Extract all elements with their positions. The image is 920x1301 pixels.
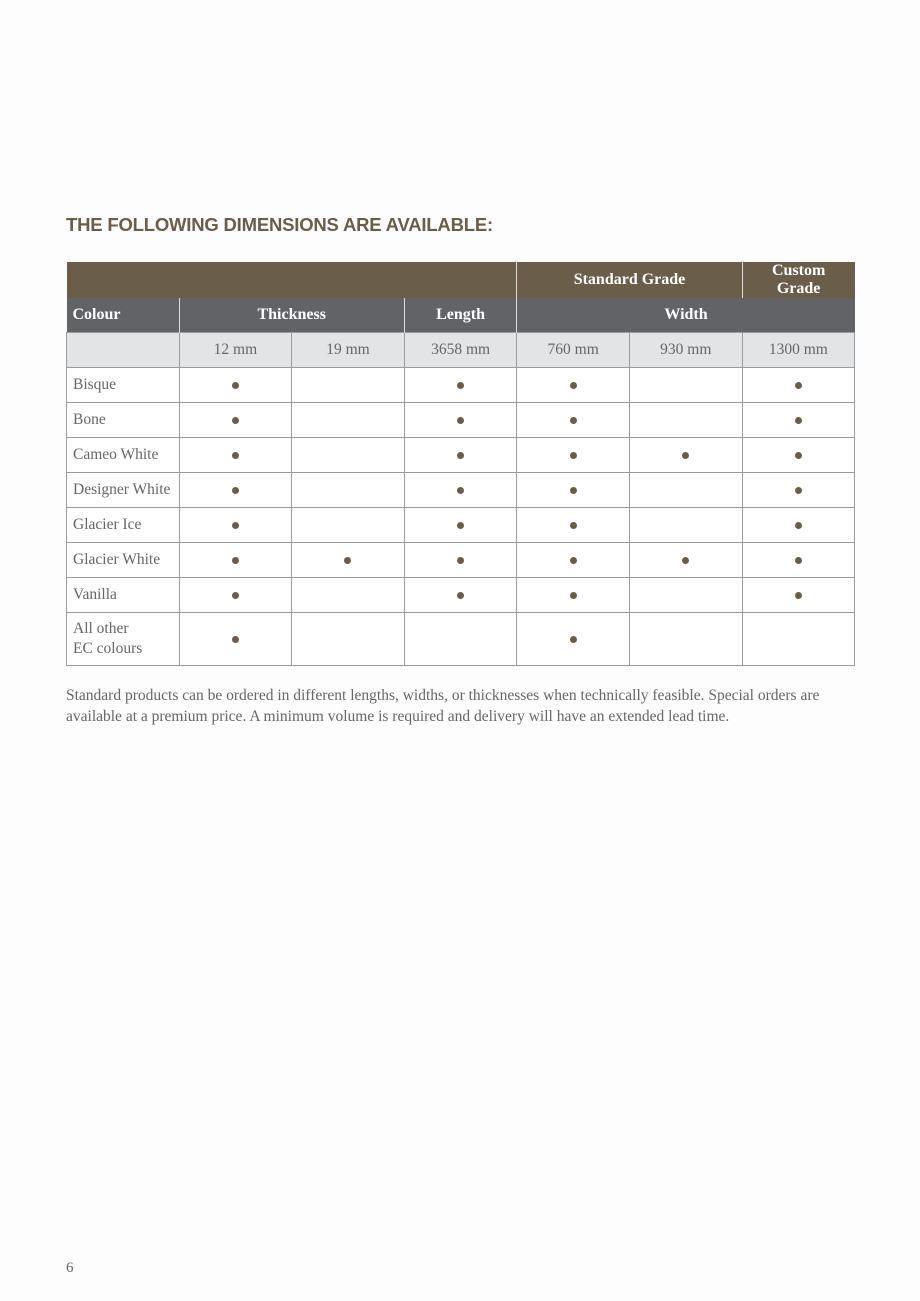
availability-cell	[179, 403, 292, 438]
table-row	[67, 508, 855, 543]
size-header: 3658 mm	[404, 333, 517, 368]
availability-cell	[404, 438, 517, 473]
available-dot-icon	[232, 557, 239, 564]
available-dot-icon	[457, 557, 464, 564]
availability-cell	[404, 368, 517, 403]
availability-cell	[517, 438, 630, 473]
availability-cell	[517, 613, 630, 666]
table-row	[67, 613, 855, 666]
availability-cell	[517, 368, 630, 403]
available-dot-icon	[457, 487, 464, 494]
available-dot-icon	[682, 452, 689, 459]
size-header: 760 mm	[517, 333, 630, 368]
size-header-row	[67, 333, 855, 368]
colour-name: Designer White	[67, 473, 180, 508]
availability-cell	[179, 438, 292, 473]
custom-grade-header: Custom Grade	[742, 262, 855, 298]
availability-cell	[404, 578, 517, 613]
available-dot-icon	[232, 417, 239, 424]
availability-cell	[742, 578, 855, 613]
available-dot-icon	[795, 452, 802, 459]
availability-cell	[742, 543, 855, 578]
available-dot-icon	[570, 522, 577, 529]
availability-cell	[629, 368, 742, 403]
availability-cell	[742, 403, 855, 438]
available-dot-icon	[795, 522, 802, 529]
availability-cell	[517, 403, 630, 438]
available-dot-icon	[795, 487, 802, 494]
colour-name: Bisque	[67, 368, 180, 403]
availability-cell	[404, 473, 517, 508]
available-dot-icon	[795, 592, 802, 599]
availability-cell	[179, 473, 292, 508]
availability-cell	[517, 473, 630, 508]
size-header: 1300 mm	[742, 333, 855, 368]
table-row	[67, 578, 855, 613]
availability-cell	[404, 613, 517, 666]
thickness-header: Thickness	[179, 298, 404, 333]
size-header: 19 mm	[292, 333, 405, 368]
standard-grade-header: Standard Grade	[517, 262, 742, 298]
availability-cell	[404, 508, 517, 543]
size-header: 12 mm	[179, 333, 292, 368]
availability-cell	[179, 578, 292, 613]
availability-cell	[629, 403, 742, 438]
available-dot-icon	[232, 487, 239, 494]
page-number: 6	[66, 1260, 74, 1276]
availability-cell	[517, 508, 630, 543]
availability-cell	[742, 368, 855, 403]
available-dot-icon	[570, 557, 577, 564]
availability-cell	[179, 508, 292, 543]
width-header: Width	[517, 298, 855, 333]
availability-cell	[629, 438, 742, 473]
availability-cell	[742, 508, 855, 543]
availability-cell	[629, 473, 742, 508]
available-dot-icon	[457, 592, 464, 599]
available-dot-icon	[570, 487, 577, 494]
available-dot-icon	[570, 382, 577, 389]
table-row	[67, 543, 855, 578]
available-dot-icon	[232, 592, 239, 599]
colour-name: All other EC colours	[67, 613, 180, 666]
availability-cell	[517, 543, 630, 578]
availability-cell	[629, 543, 742, 578]
available-dot-icon	[232, 636, 239, 643]
availability-cell	[742, 473, 855, 508]
footnote: Standard products can be ordered in different lengths, widths, or thicknesses when technically feasible. Special orders are available at a premium price. A minimum volume is required and delivery will have an extended lead time.	[66, 687, 820, 725]
available-dot-icon	[570, 636, 577, 643]
availability-cell	[742, 613, 855, 666]
section-heading: THE FOLLOWING DIMENSIONS ARE AVAILABLE:	[66, 214, 493, 235]
length-header: Length	[404, 298, 517, 333]
available-dot-icon	[795, 557, 802, 564]
blank-header	[67, 262, 517, 298]
availability-cell	[292, 613, 405, 666]
colour-name: Glacier Ice	[67, 508, 180, 543]
available-dot-icon	[232, 382, 239, 389]
availability-cell	[629, 613, 742, 666]
table-row	[67, 368, 855, 403]
colour-name: Glacier White	[67, 543, 180, 578]
availability-cell	[179, 368, 292, 403]
availability-cell	[629, 508, 742, 543]
availability-cell	[517, 578, 630, 613]
available-dot-icon	[344, 557, 351, 564]
available-dot-icon	[570, 452, 577, 459]
available-dot-icon	[232, 452, 239, 459]
availability-cell	[629, 578, 742, 613]
colour-name: Vanilla	[67, 578, 180, 613]
availability-cell	[404, 543, 517, 578]
colour-name: Cameo White	[67, 438, 180, 473]
table-row	[67, 438, 855, 473]
availability-cell	[292, 403, 405, 438]
available-dot-icon	[457, 452, 464, 459]
colour-header: Colour	[67, 298, 180, 333]
grade-header-row	[67, 262, 855, 298]
available-dot-icon	[795, 417, 802, 424]
availability-cell	[292, 473, 405, 508]
colour-name: Bone	[67, 403, 180, 438]
availability-cell	[742, 438, 855, 473]
availability-cell	[292, 438, 405, 473]
availability-cell	[179, 543, 292, 578]
available-dot-icon	[457, 522, 464, 529]
availability-cell	[292, 508, 405, 543]
dimensions-table	[66, 262, 855, 666]
available-dot-icon	[570, 592, 577, 599]
available-dot-icon	[457, 382, 464, 389]
blank-cell	[67, 333, 180, 368]
size-header: 930 mm	[629, 333, 742, 368]
availability-cell	[292, 368, 405, 403]
availability-cell	[404, 403, 517, 438]
group-header-row	[67, 298, 855, 333]
available-dot-icon	[682, 557, 689, 564]
available-dot-icon	[795, 382, 802, 389]
available-dot-icon	[457, 417, 464, 424]
table-row	[67, 403, 855, 438]
availability-cell	[292, 578, 405, 613]
available-dot-icon	[232, 522, 239, 529]
available-dot-icon	[570, 417, 577, 424]
availability-cell	[179, 613, 292, 666]
availability-cell	[292, 543, 405, 578]
table-row	[67, 473, 855, 508]
